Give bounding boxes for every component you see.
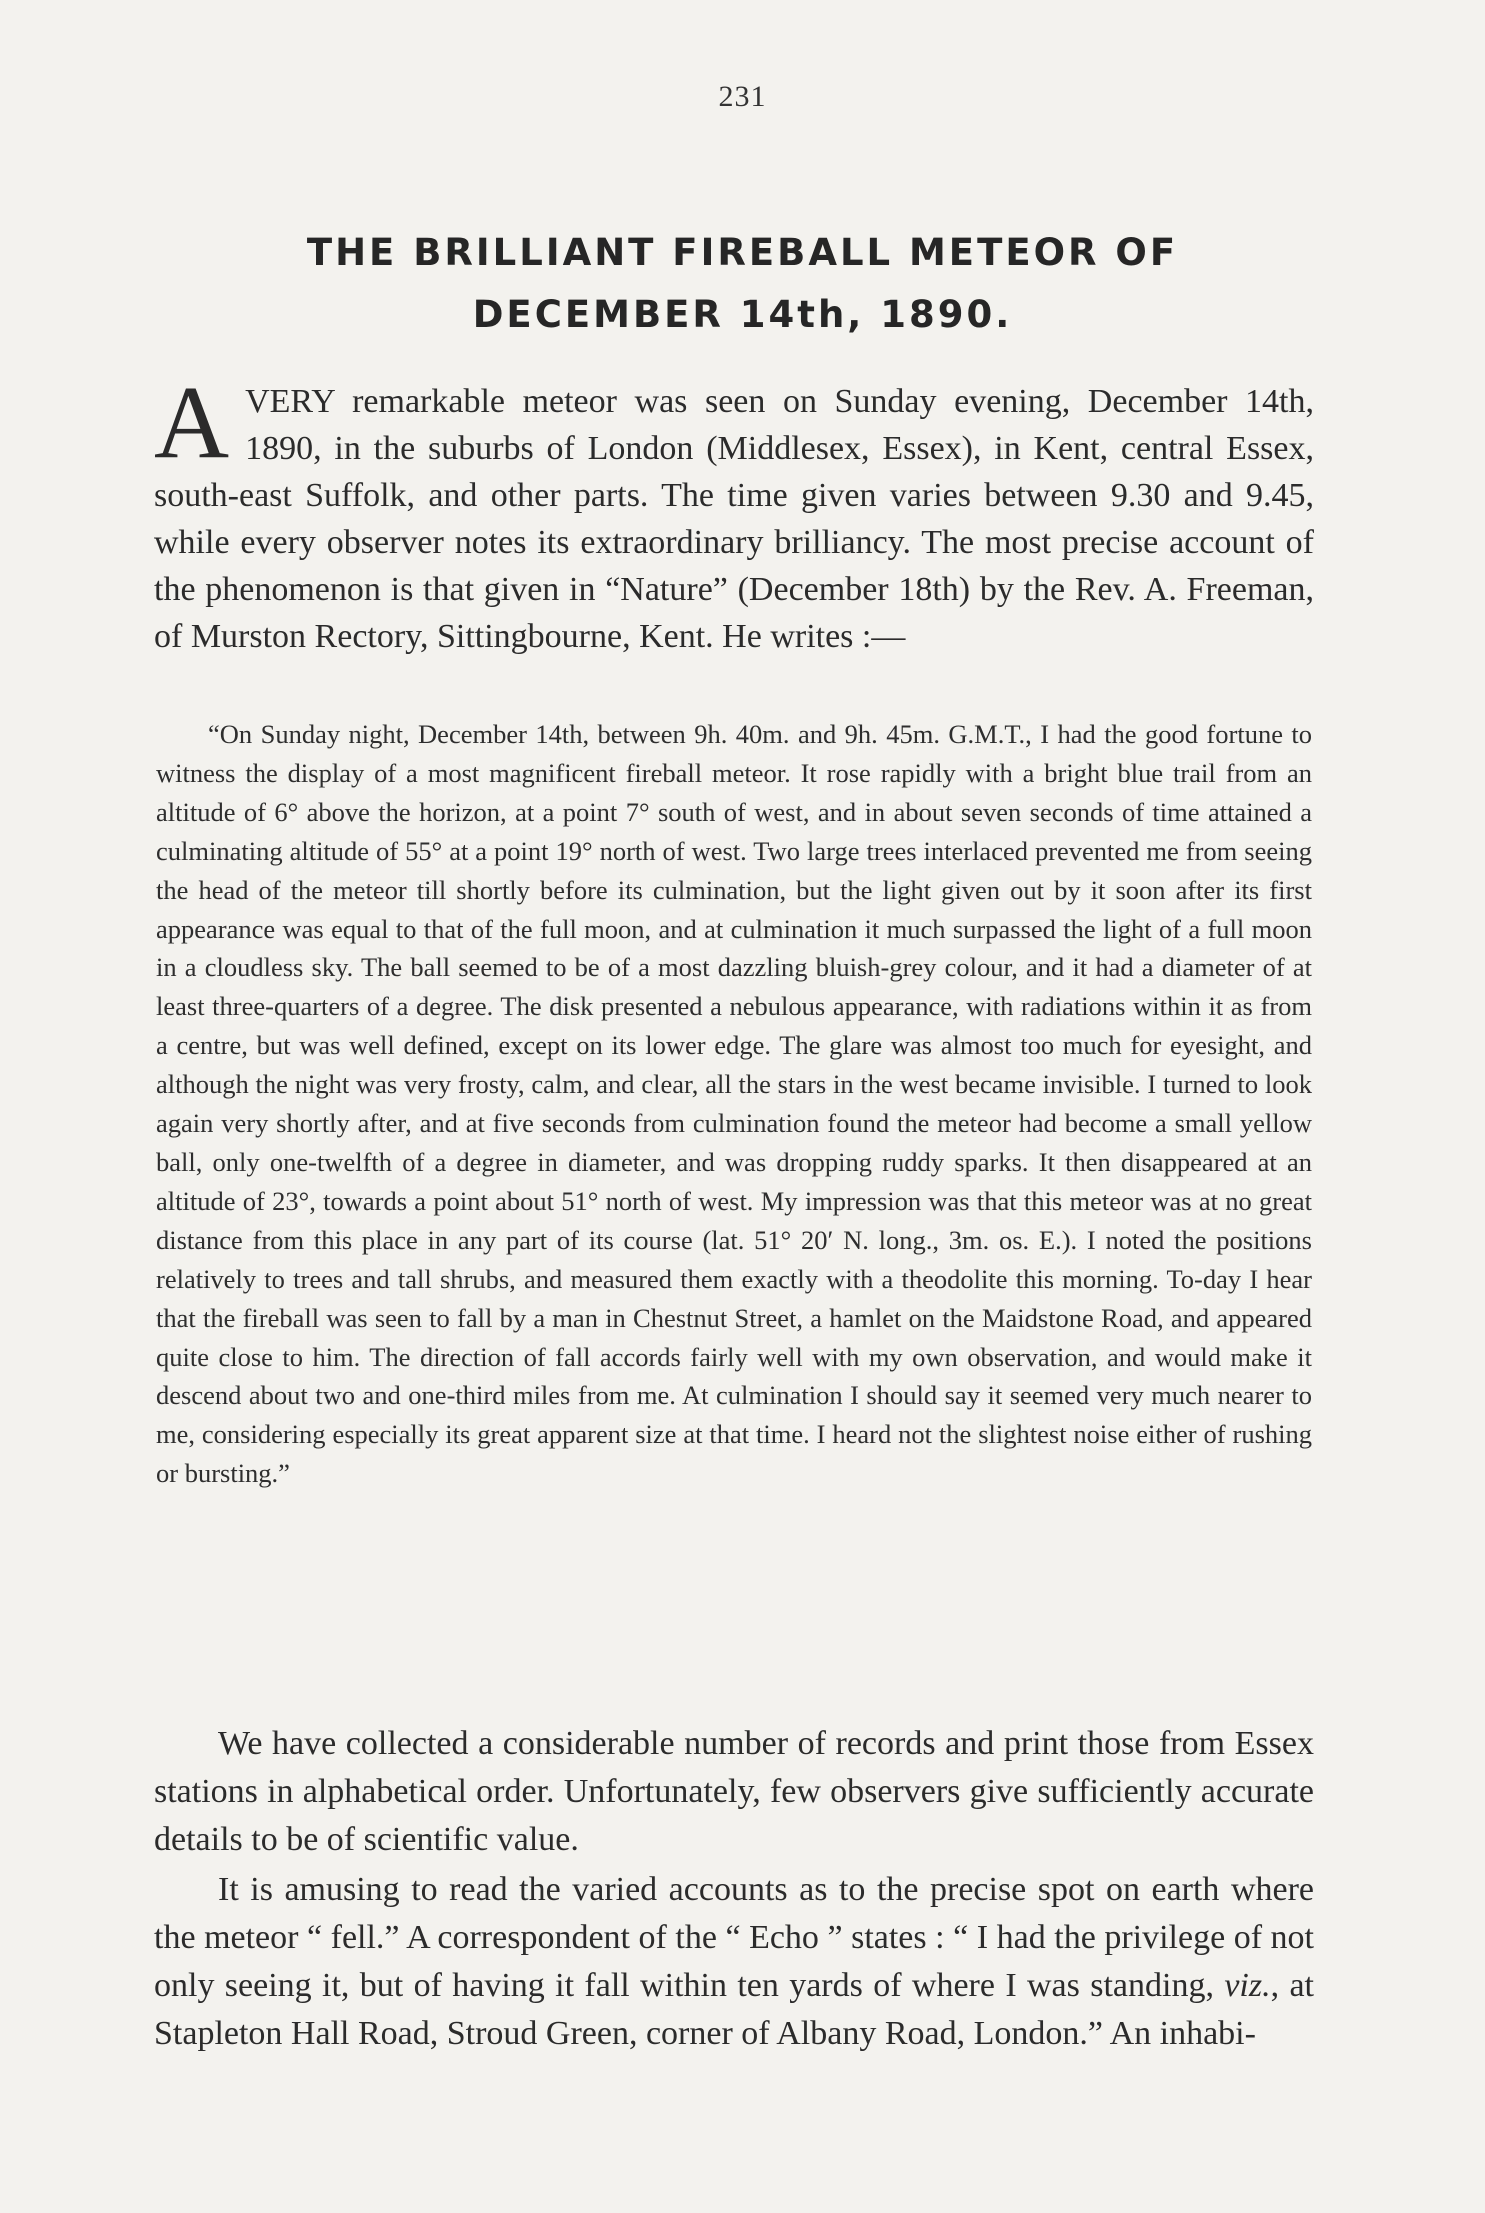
paragraph-2-text-start: It is amusing to read the varied accounts as to the precise spot on earth where the meteor “ fell.” A correspondent of the “ Echo ” states : “ I had the privilege of not only seeing it, but of having it fall within ten yards of where I was standing, <box>154 1871 1314 2004</box>
paragraph-2-italic: viz. <box>1224 1967 1271 2004</box>
body-paragraph-2 <box>154 1866 1314 2058</box>
article-title <box>150 222 1335 346</box>
drop-cap: A <box>154 365 230 480</box>
body-paragraph-1: We have collected a considerable number of records and print those from Essex stations in alphabetical order. Unfortunately, few observers give sufficiently accurate details to be of scientific value. <box>154 1725 1314 1858</box>
page-number: 231 <box>718 80 767 113</box>
intro-text: VERY remarkable meteor was seen on Sunday evening, December 14th, 1890, in the suburbs of London (Middlesex, Essex), in Kent, central Essex, south-east Suffolk, and other parts. The time given varies between 9.30 and 9.45, while every observer notes its extraordinary brilliancy. The most precise account of the phenomenon is that given in “Nature” (December 18th) by the Rev. A. Freeman, of Murston Rectory, Sittingbourne, Kent. He writes :— <box>154 383 1314 655</box>
block-quote: “On Sunday night, December 14th, between 9h. 40m. and 9h. 45m. G.M.T., I had the good fortune to witness the display of a most magnificent fireball meteor. It rose rapidly with a bright blue trail from an altitude of 6° above the horizon, at a point 7° south of west, and in about seven seconds of time attained a culminating altitude of 55° at a point 19° north of west. Two large trees interlaced prevented me from seeing the head of the meteor till shortly before its culmination, but the light given out by it soon after its first appearance was equal to that of the full moon, and at culmination it much surpassed the light of a full moon in a cloudless sky. The ball seemed to be of a most dazzling bluish-grey colour, and it had a diameter of at least three-quarters of a degree. The disk presented a nebulous appearance, with radiations within it as from a centre, but was well defined, except on its lower edge. The glare was almost too much for eyesight, and although the night was very frosty, calm, and clear, all the stars in the west became invisible. I turned to look again very shortly after, and at five seconds from culmination found the meteor had become a small yellow ball, only one-twelfth of a degree in diameter, and was dropping ruddy sparks. It then disappeared at an altitude of 23°, towards a point about 51° north of west. My impression was that this meteor was at no great distance from this place in any part of its course (lat. 51° 20′ N. long., 3m. os. E.). I noted the positions relatively to trees and tall shrubs, and measured them exactly with a theodolite this morning. To-day I hear that the fireball was seen to fall by a man in Chestnut Street, a hamlet on the Maidstone Road, and appeared quite close to him. The direction of fall accords fairly well with my own observation, and would make it descend about two and one-third miles from me. At culmination I should say it seemed very much nearer to me, considering especially its great apparent size at that time. I heard not the slightest noise either of rushing or bursting.” <box>156 719 1312 1489</box>
paragraph-2-text-end: , at Stapleton Hall Road, Stroud Green, corner of Albany Road, London.” An inhabi- <box>154 1967 1314 2052</box>
intro-paragraph <box>154 365 1314 660</box>
title-line-2: DECEMBER 14th, 1890. <box>472 293 1013 336</box>
title-line-1: THE BRILLIANT FIREBALL METEOR OF <box>306 231 1179 274</box>
